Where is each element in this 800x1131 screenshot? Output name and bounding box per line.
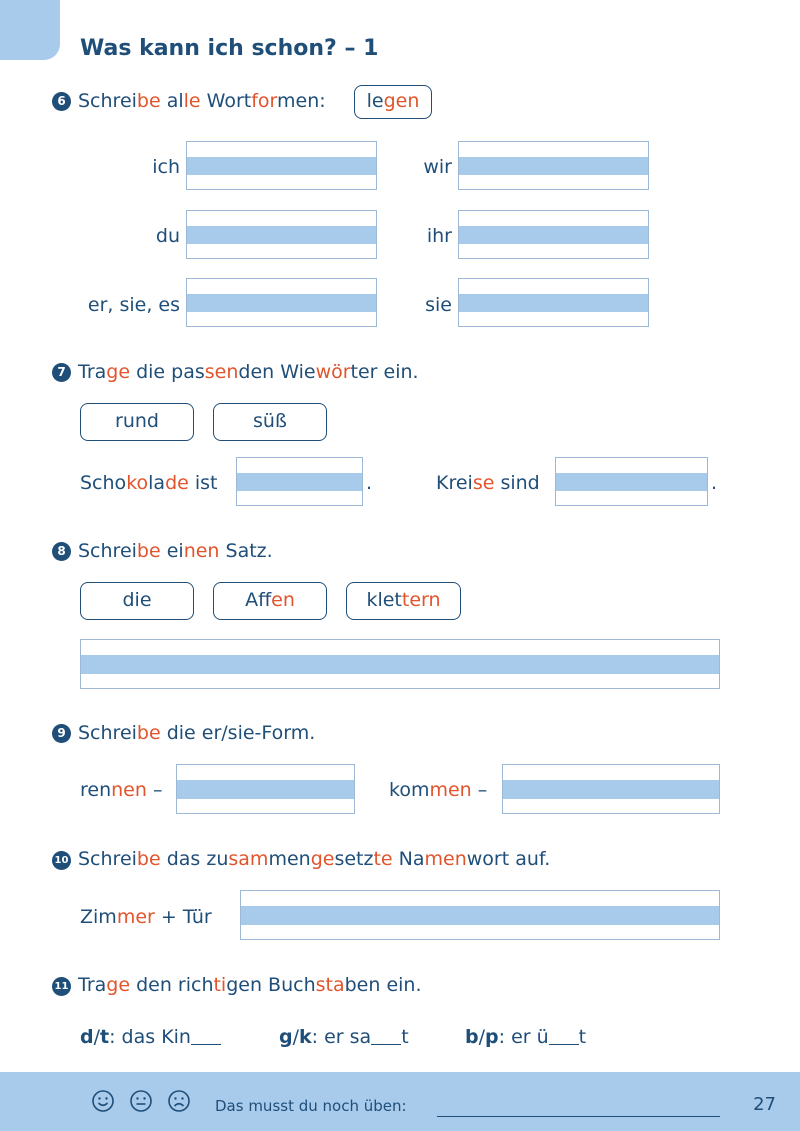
pronoun-wir: wir	[423, 156, 452, 178]
task-9-instruction: 9 Schreibe die er/sie-Form.	[52, 722, 315, 744]
letter-item-b-p: b/p: er ü t	[465, 1026, 587, 1048]
write-line-wir[interactable]	[458, 141, 649, 190]
write-line-ich[interactable]	[186, 141, 377, 190]
practice-label: Das musst du noch üben:	[215, 1097, 407, 1115]
write-line-sentence[interactable]	[80, 639, 720, 689]
sad-face-icon[interactable]	[168, 1090, 190, 1112]
word-card-klettern: klettern	[346, 582, 461, 620]
pronoun-sie: sie	[425, 294, 452, 316]
neutral-face-icon[interactable]	[130, 1090, 152, 1112]
sentence-kreise: Kreise sind	[436, 472, 540, 494]
practice-write-line[interactable]	[437, 1116, 720, 1117]
letter-item-g-k: g/k: er sa t	[279, 1026, 409, 1048]
pronoun-du: du	[155, 225, 180, 247]
letter-item-d-t: d/t: das Kin	[80, 1026, 221, 1048]
task-11-instruction: 11 Trage den richtigen Buchstaben ein.	[52, 974, 422, 996]
page-title: Was kann ich schon? – 1	[80, 36, 379, 61]
word-card-affen: Affen	[213, 582, 327, 620]
write-line-sie[interactable]	[458, 278, 649, 327]
footer-bar	[0, 1072, 800, 1131]
word-card-die: die	[80, 582, 194, 620]
task-number-7: 7	[52, 363, 71, 382]
corner-tab	[0, 0, 60, 60]
write-line-schokolade[interactable]	[236, 457, 363, 506]
happy-face-icon[interactable]	[92, 1090, 114, 1112]
sentence-schokolade: Schokolade ist	[80, 472, 218, 494]
task-number-9: 9	[52, 724, 71, 743]
task-number-8: 8	[52, 542, 71, 561]
task-number-11: 11	[52, 977, 71, 996]
page-number: 27	[753, 1094, 776, 1115]
pronoun-ich: ich	[152, 156, 180, 178]
word-card-legen: legen	[354, 85, 432, 119]
write-line-rennen[interactable]	[176, 764, 355, 814]
word-rennen: rennen –	[80, 779, 163, 801]
letter-blank[interactable]	[191, 1028, 221, 1045]
word-kommen: kommen –	[389, 779, 488, 801]
period: .	[366, 472, 373, 494]
task-10-instruction: 10 Schreibe das zusammengesetzte Namenwort auf.	[52, 848, 550, 870]
letter-blank[interactable]	[371, 1028, 401, 1045]
word-zimmer-tuer: Zimmer + Tür	[80, 906, 212, 928]
task-8-instruction: 8 Schreibe einen Satz.	[52, 540, 273, 562]
write-line-du[interactable]	[186, 210, 377, 259]
write-line-kreise[interactable]	[555, 457, 708, 506]
word-card-suess: süß	[213, 403, 327, 441]
pronoun-er-sie-es: er, sie, es	[87, 294, 180, 316]
task-6-instruction: 6 Schreibe alle Wortformen:	[52, 90, 326, 112]
write-line-er-sie-es[interactable]	[186, 278, 377, 327]
write-line-ihr[interactable]	[458, 210, 649, 259]
task-number-10: 10	[52, 851, 71, 870]
pronoun-ihr: ihr	[426, 225, 452, 247]
word-card-rund: rund	[80, 403, 194, 441]
write-line-compound[interactable]	[240, 890, 720, 940]
task-7-instruction: 7 Trage die passenden Wiewörter ein.	[52, 361, 419, 383]
letter-blank[interactable]	[549, 1028, 579, 1045]
write-line-kommen[interactable]	[502, 764, 720, 814]
task-number-6: 6	[52, 92, 71, 111]
period: .	[711, 472, 718, 494]
